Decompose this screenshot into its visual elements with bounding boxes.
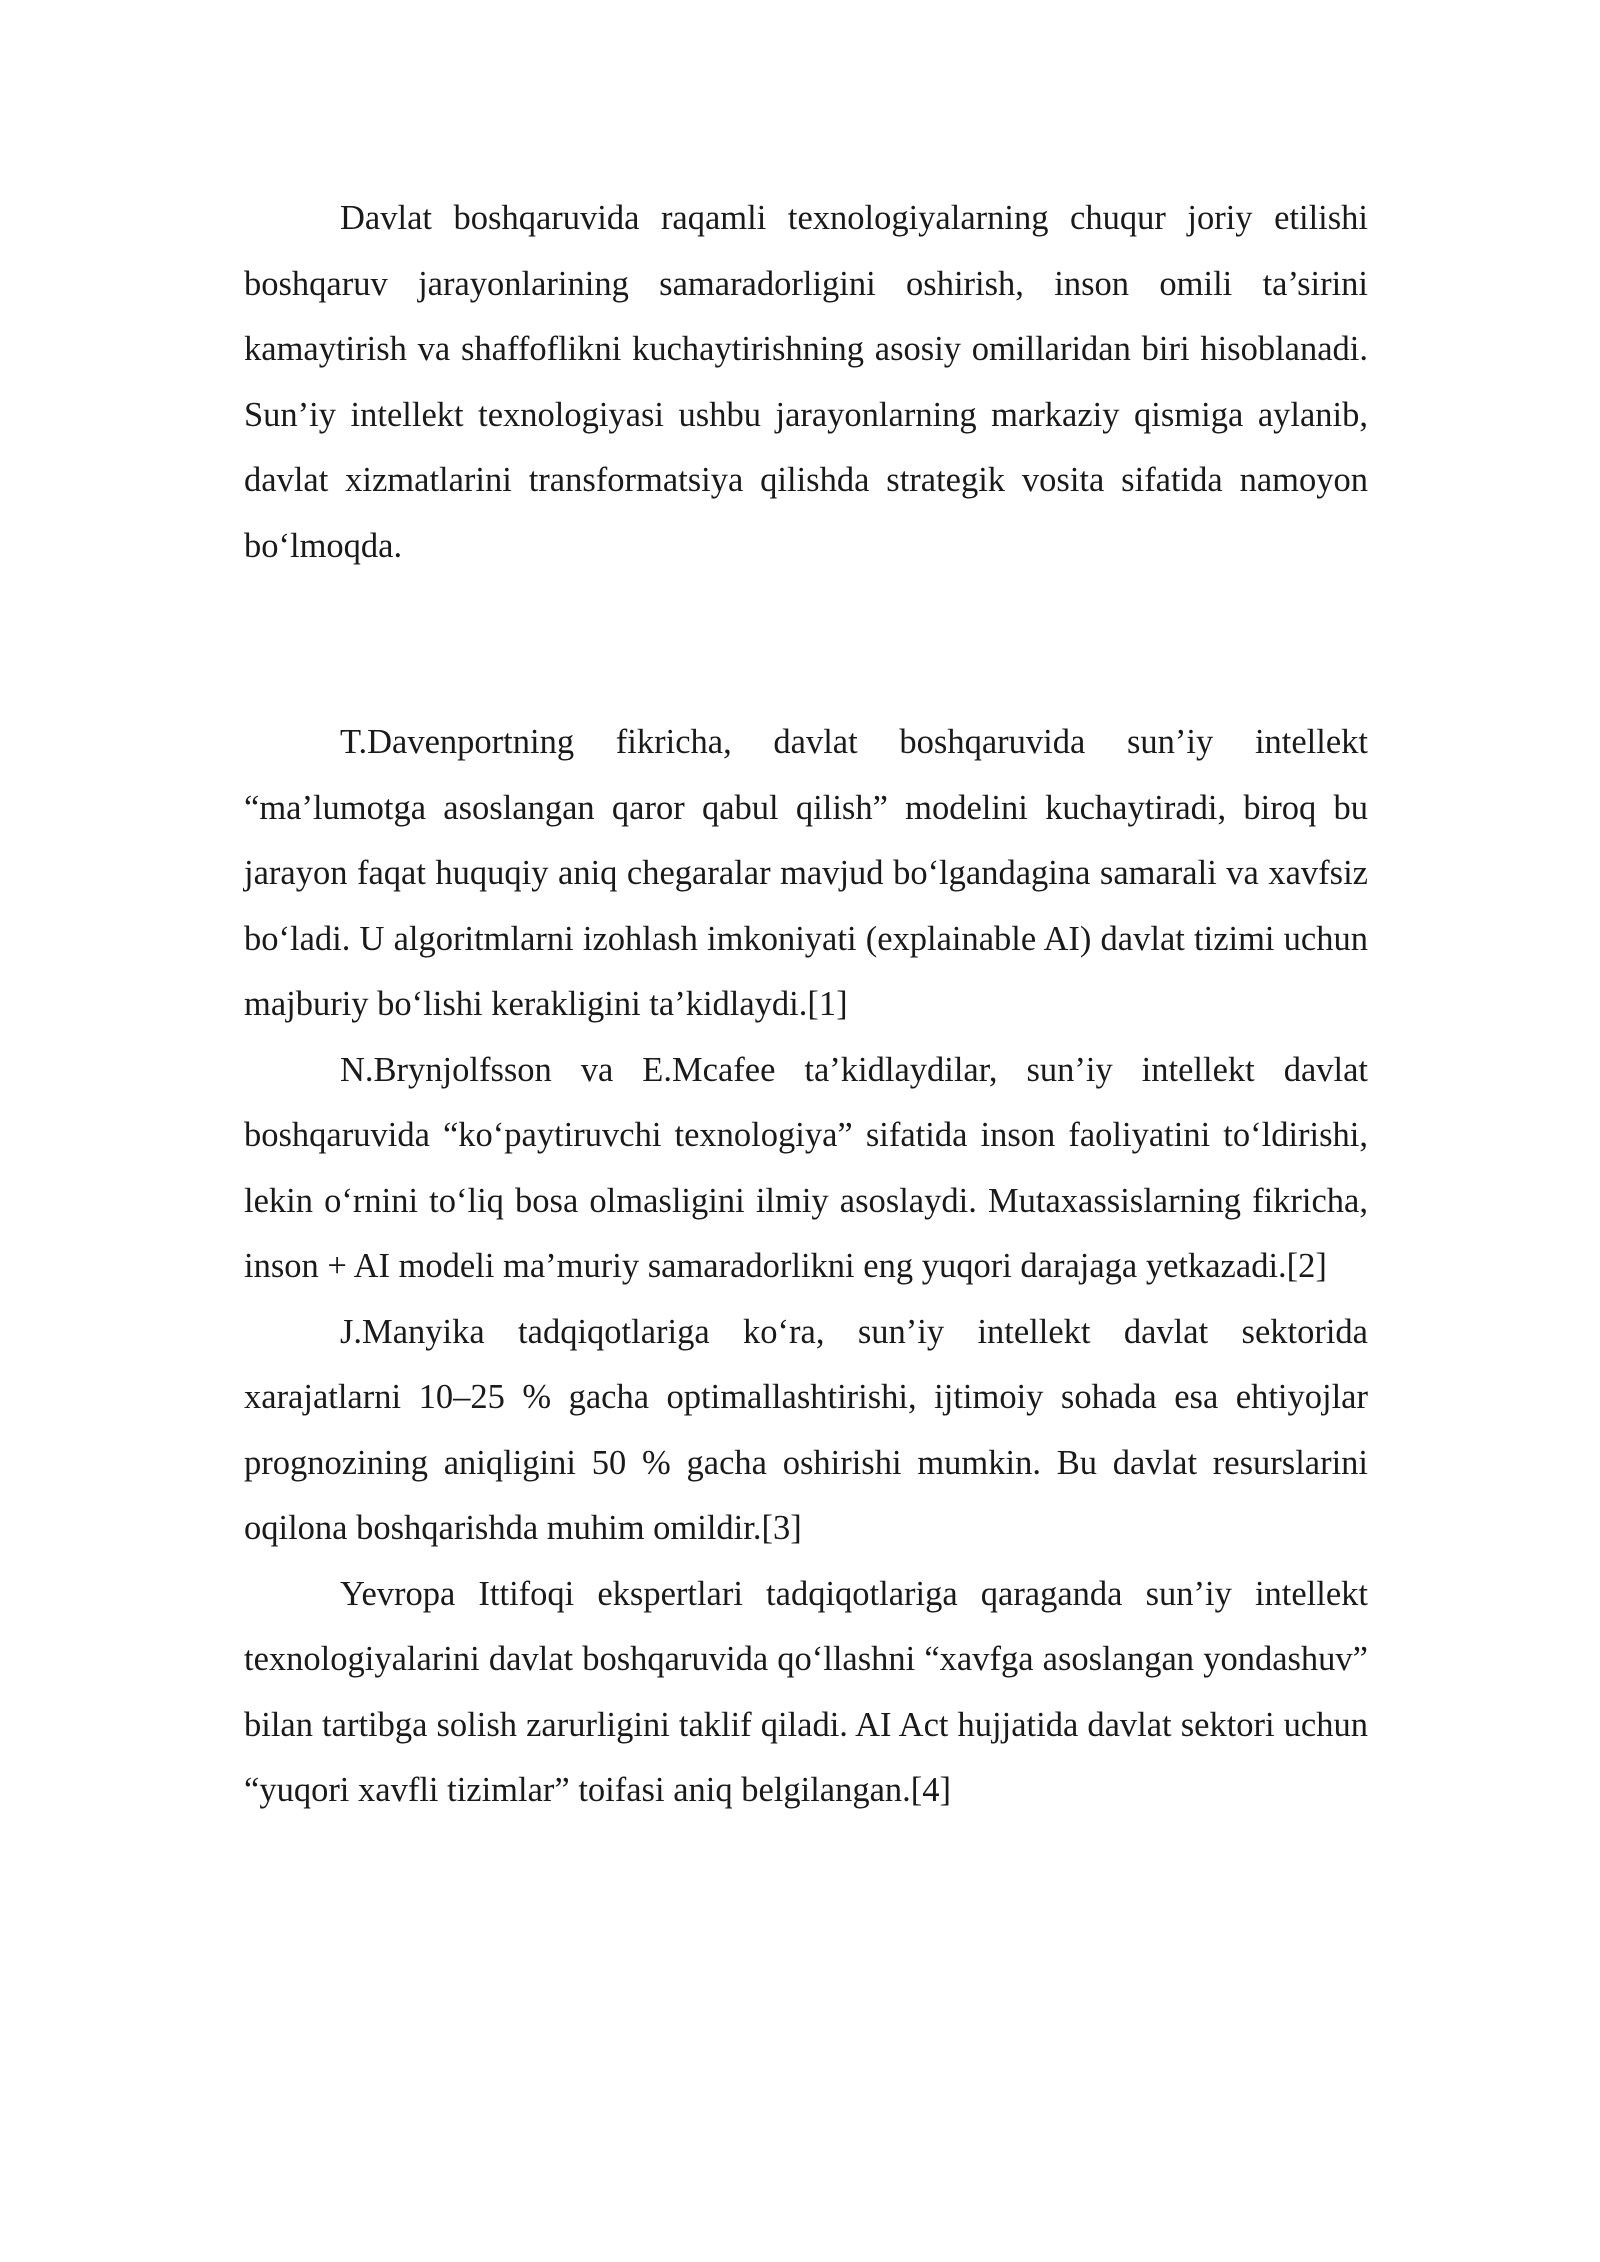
paragraph-brynjolfsson: N.Brynjolfsson va E.Mcafee ta’kidlaydilar, sun’iy intellekt davlat boshqaruvida “ko‘paytiruvchi texnologiya” sifatida inson faoliyatini to‘ldirishi, lekin o‘rnini to‘liq bosa olmasligini ilmiy asoslaydi. Mutaxassislarning fikricha, inson + AI modeli ma’muriy samaradorlikni eng yuqori darajaga yetkazadi.[2] [244, 1050, 1368, 1285]
literature-review-section [244, 710, 1368, 1824]
paragraph-manyika: J.Manyika tadqiqotlariga ko‘ra, sun’iy intellekt davlat sektorida xarajatlarni 10–25 % gacha optimallashtirishi, ijtimoiy sohada esa ehtiyojlar prognozining aniqligini 50 % gacha oshirishi mumkin. Bu davlat resurslarini oqilona boshqarishda muhim omildir.[3] [244, 1312, 1368, 1547]
paragraph-davenport: T.Davenportning fikricha, davlat boshqaruvida sun’iy intellekt “ma’lumotga asoslangan qaror qabul qilish” modelini kuchaytiradi, biroq bu jarayon faqat huquqiy aniq chegaralar mavjud bo‘lgandagina samarali va xavfsiz bo‘ladi. U algoritmlarni izohlash imkoniyati (explainable AI) davlat tizimi uchun majburiy bo‘lishi kerakligini ta’kidlaydi.[1] [244, 723, 1368, 1023]
paragraph-intro: Davlat boshqaruvida raqamli texnologiyalarning chuqur joriy etilishi boshqaruv jarayonlarining samaradorligini oshirish, inson omili ta’sirini kamaytirish va shaffoflikni kuchaytirishning asosiy omillaridan biri hisoblanadi. Sun’iy intellekt texnologiyasi ushbu jarayonlarning markaziy qismiga aylanib, davlat xizmatlarini transformatsiya qilishda strategik vosita sifatida namoyon bo‘lmoqda. [244, 199, 1368, 565]
intro-section [244, 186, 1368, 579]
paragraph-eu-experts: Yevropa Ittifoqi ekspertlari tadqiqotlariga qaraganda sun’iy intellekt texnologiyalarini davlat boshqaruvida qo‘llashni “xavfga asoslangan yondashuv” bilan tartibga solish zarurligini taklif qiladi. AI Act hujjatida davlat sektori uchun “yuqori xavfli tizimlar” toifasi aniq belgilangan.[4] [244, 1574, 1368, 1809]
